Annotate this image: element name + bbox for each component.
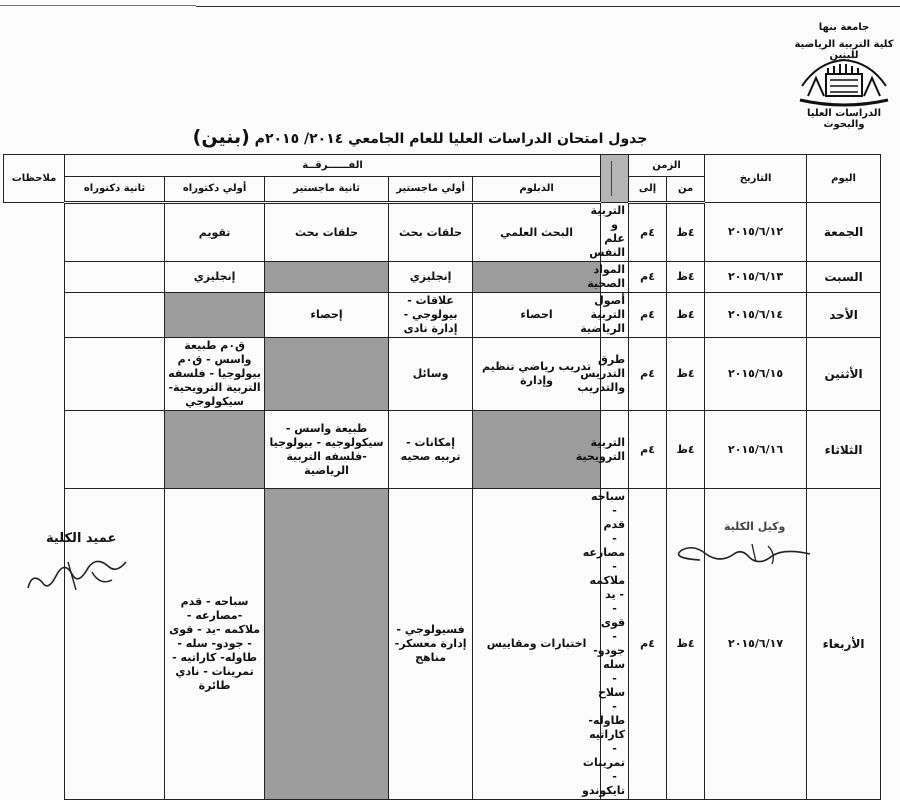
header-notes: ملاحظات: [4, 155, 65, 203]
cell-diploma: المواد الصحية: [601, 262, 629, 293]
header-from: من: [667, 177, 705, 203]
cell-date: ٢٠١٥/٦/١٦: [705, 411, 807, 489]
header-division: الفــــــرقــة: [65, 155, 601, 177]
column-divider: [601, 155, 629, 203]
cell-date: ٢٠١٥/٦/١٢: [705, 203, 807, 262]
cell-to: ٤م: [629, 411, 667, 489]
cell-notes: [65, 338, 165, 411]
cell-phd2-empty: [165, 293, 265, 338]
cell-to: ٤م: [629, 262, 667, 293]
cell-to: ٤م: [629, 293, 667, 338]
cell-from: ٤ظ: [667, 293, 705, 338]
table-row: [4, 203, 881, 262]
cell-phd1-empty: [265, 338, 389, 411]
cell-day: الأثنين: [807, 338, 881, 411]
cell-diploma: التربية الترويحية: [601, 411, 629, 489]
exam-schedule-table: [3, 154, 881, 800]
cell-phd2-empty: [165, 411, 265, 489]
page-title: [180, 126, 660, 148]
header-date: التاريخ: [705, 155, 807, 203]
cell-notes: [65, 293, 165, 338]
vice-dean-signature-block: [660, 520, 820, 580]
cell-phd1-empty: [265, 262, 389, 293]
cell-from: ٤ظ: [667, 411, 705, 489]
faculty-logo: [792, 22, 896, 130]
header-to: إلى: [629, 177, 667, 203]
cell-diploma: أصول التربية الرياضية: [601, 293, 629, 338]
header-diploma: الدبلوم: [473, 177, 601, 203]
title-text: جدول امتحان الدراسات العليا للعام الجامعي ٢٠١٤/ ٢٠١٥م: [254, 131, 648, 147]
dean-label: عميد الكلية: [46, 531, 117, 546]
cell-diploma: سباحه - قدم - مصارعه - ملاكمه - يد - قوى - جودو- سله - سلاح - طاوله- كاراتيه - تمرينات - تايكوندو: [601, 489, 629, 800]
title-gender: (بنين): [192, 126, 250, 148]
cell-phd2: ق٠م طبيعة واسس - ق٠م بيولوجيا - فلسفه التربية الترويحية- سيكولوجي: [165, 338, 265, 411]
logo-university-text: جامعة بنها: [818, 22, 870, 33]
cell-master1: تدريب رياضي تنظيم وإدارة: [473, 338, 601, 411]
cell-date: ٢٠١٥/٦/١٧: [705, 489, 807, 800]
cell-day: الأحد: [807, 293, 881, 338]
cell-master2: حلقات بحث: [389, 203, 473, 262]
cell-to: ٤م: [629, 489, 667, 800]
cell-from: ٤ظ: [667, 338, 705, 411]
table-row: [4, 293, 881, 338]
cell-master2: إنجليزي: [389, 262, 473, 293]
cell-phd1-empty: [265, 489, 389, 800]
cell-phd1: إحصاء: [265, 293, 389, 338]
cell-master1-empty: [473, 262, 601, 293]
table-row: [4, 262, 881, 293]
divider-bracket: [611, 161, 620, 196]
cell-day: الأربعاء: [807, 489, 881, 800]
logo-department-text: الدراسات العليا والبحوث: [806, 108, 881, 130]
header-master1: أولي ماجستير: [389, 177, 473, 203]
cell-master2: إمكانات - تربيه صحيه: [389, 411, 473, 489]
cell-master1: اختبارات ومقاييس: [473, 489, 601, 800]
cell-notes: [65, 262, 165, 293]
header-time: الزمن: [629, 155, 705, 177]
cell-day: الجمعة: [807, 203, 881, 262]
cell-master2: وسائل: [389, 338, 473, 411]
cell-master2: فسيولوجي - إدارة معسكر- مناهج: [389, 489, 473, 800]
header-phd1: أولي دكتوراه: [165, 177, 265, 203]
cell-from: ٤ظ: [667, 203, 705, 262]
dean-signature-icon: [8, 542, 158, 598]
cell-to: ٤م: [629, 203, 667, 262]
cell-phd2: تقويم: [165, 203, 265, 262]
cell-master1: احصاء: [473, 293, 601, 338]
cell-from: ٤ظ: [667, 489, 705, 800]
dean-signature-block: [8, 528, 178, 598]
table-row: [4, 338, 881, 411]
cell-to: ٤م: [629, 338, 667, 411]
cell-diploma: طرق التدريس والتدريب: [601, 338, 629, 411]
header-master2: ثانية ماجستير: [265, 177, 389, 203]
cell-phd2: سباحه - قدم -مصارعه - ملاكمه -يد - قوى - جودو- سله - طاوله- كاراتيه - تمرينات - نادي طائرة: [165, 489, 265, 800]
cell-from: ٤ظ: [667, 262, 705, 293]
table-row: [4, 411, 881, 489]
logo-emblem-icon: [798, 56, 890, 108]
cell-diploma: التربية و علم النفس: [601, 203, 629, 262]
page-top-rule-left: [0, 5, 196, 6]
cell-notes: [65, 203, 165, 262]
logo-faculty-text: كلية التربية الرياضية للبنين: [794, 39, 894, 61]
cell-phd1: طبيعة واسس - سيكولوجيه - بيولوجيا -فلسفه التربية الرياضية: [265, 411, 389, 489]
cell-day: السبت: [807, 262, 881, 293]
vice-dean-label: وكيل الكلية: [724, 520, 786, 533]
cell-phd2: إنجليزي: [165, 262, 265, 293]
cell-day: الثلاثاء: [807, 411, 881, 489]
cell-date: ٢٠١٥/٦/١٤: [705, 293, 807, 338]
cell-master2: علاقات - بيولوجي - إدارة نادى: [389, 293, 473, 338]
cell-phd1: حلقات بحث: [265, 203, 389, 262]
cell-date: ٢٠١٥/٦/١٣: [705, 262, 807, 293]
cell-date: ٢٠١٥/٦/١٥: [705, 338, 807, 411]
cell-notes: [65, 411, 165, 489]
cell-master1: البحث العلمي: [473, 203, 601, 262]
page-top-rule: [196, 0, 900, 7]
vice-dean-signature-icon: [660, 532, 820, 572]
header-phd2: ثانية دكتوراه: [65, 177, 165, 203]
header-day: اليوم: [807, 155, 881, 203]
